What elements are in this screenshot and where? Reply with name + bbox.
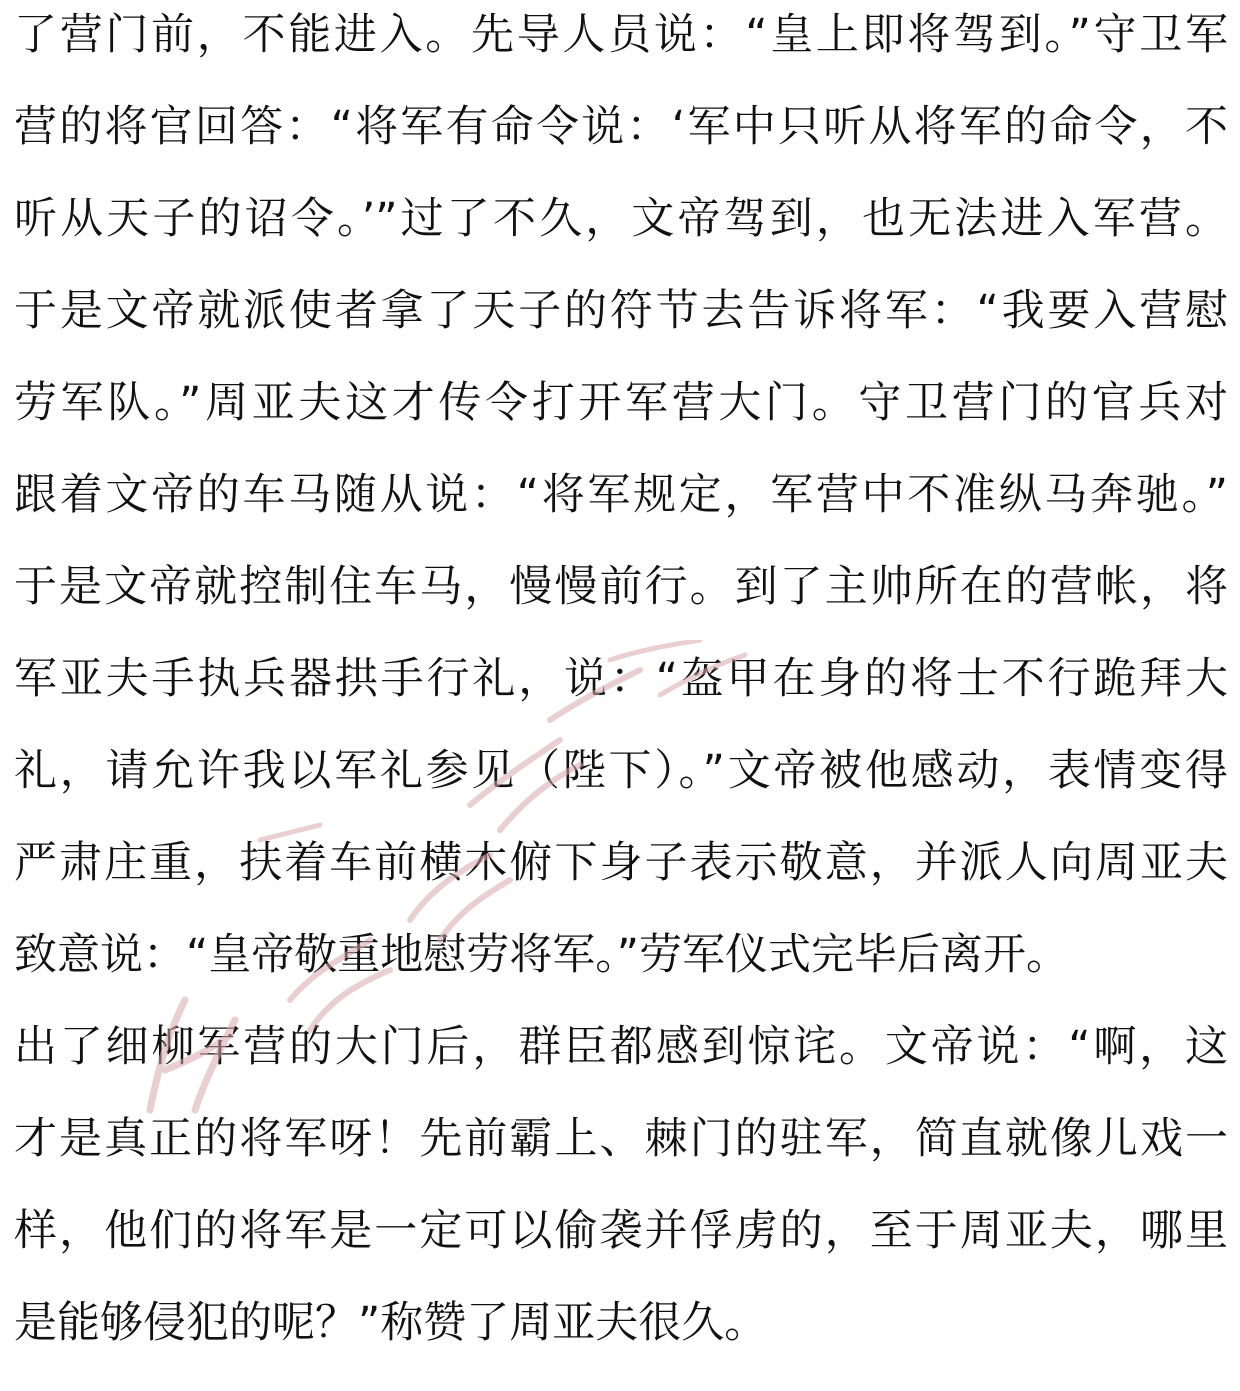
text-line-12: 出了细柳军营的大门后，群臣都感到惊诧。文帝说：“啊，这: [14, 1022, 1228, 1072]
text-line-7: 于是文帝就控制住车马，慢慢前行。到了主帅所在的营帐，将: [14, 562, 1228, 612]
text-line-2: 营的将官回答：“将军有命令说：‘军中只听从将军的命令，不: [14, 102, 1228, 152]
text-line-13: 才是真正的将军呀！先前霸上、棘门的驻军，简直就像儿戏一: [14, 1114, 1228, 1164]
text-line-6: 跟着文帝的车马随从说：“将军规定，军营中不准纵马奔驰。”: [14, 470, 1228, 520]
text-line-11: 致意说：“皇帝敬重地慰劳将军。”劳军仪式完毕后离开。: [14, 930, 1070, 980]
text-line-1: 了营门前，不能进入。先导人员说：“皇上即将驾到。”守卫军: [14, 10, 1228, 60]
text-line-10: 严肃庄重，扶着车前横木俯下身子表示敬意，并派人向周亚夫: [14, 838, 1228, 888]
text-line-8: 军亚夫手执兵器拱手行礼，说：“盔甲在身的将士不行跪拜大: [14, 654, 1228, 704]
text-line-14: 样，他们的将军是一定可以偷袭并俘虏的，至于周亚夫，哪里: [14, 1206, 1228, 1256]
text-line-5: 劳军队。”周亚夫这才传令打开军营大门。守卫营门的官兵对: [14, 378, 1228, 428]
text-line-4: 于是文帝就派使者拿了天子的符节去告诉将军：“我要入营慰: [14, 286, 1228, 336]
text-line-15: 是能够侵犯的呢？”称赞了周亚夫很久。: [14, 1298, 768, 1348]
text-line-3: 听从天子的诏令。’”过了不久，文帝驾到，也无法进入军营。: [14, 194, 1228, 244]
text-line-9: 礼，请允许我以军礼参见（陛下）。”文帝被他感动，表情变得: [14, 746, 1228, 796]
